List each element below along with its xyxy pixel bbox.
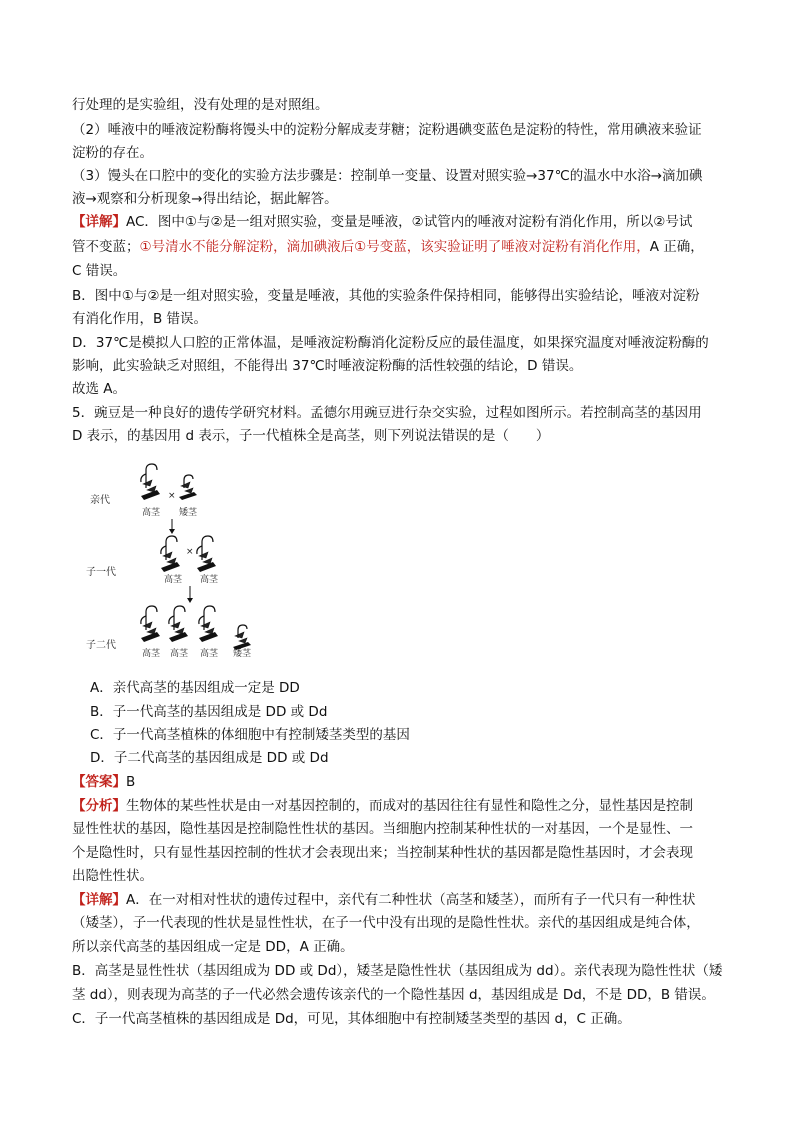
detail-text: AC．图中①与②是一组对照实验，变量是唾液，②试管内的唾液对淀粉有消化作用，所以②号试	[126, 214, 693, 230]
question-line: 5．豌豆是一种良好的遗传学研究材料。孟德尔用豌豆进行杂交实验，过程如图所示。若控制高茎的基因用	[72, 405, 702, 421]
plant-tall-f1-icon	[161, 536, 180, 572]
label-tall: 高茎	[164, 575, 183, 585]
text-line	[72, 213, 692, 231]
text-line: （3）馒头在口腔中的变化的实验方法步骤是：控制单一变量、设置对照实验→37℃的温水中水浴→滴加碘	[72, 168, 703, 184]
text-line: 影响，此实验缺乏对照组，不能得出 37℃时唾液淀粉酶的活性较强的结论，D 错误。	[72, 358, 583, 374]
plant-tall-parent-icon	[141, 464, 160, 500]
plant-short-parent-icon	[179, 475, 197, 500]
text-span: 管不变蓝；	[72, 239, 140, 255]
text-line: 故选 A。	[72, 381, 127, 397]
highlight-text: ①号清水不能分解淀粉，滴加碘液后①号变蓝，该实验证明了唾液对淀粉有消化作用，	[139, 239, 650, 255]
label-tall: 高茎	[142, 508, 161, 518]
text-line: 淀粉的存在。	[72, 145, 153, 161]
answer-value: B	[126, 774, 136, 790]
plant-tall-f2-icon	[199, 606, 218, 642]
cross-sign: ×	[186, 547, 194, 557]
analysis-text: 生物体的某些性状是由一对基因控制的，而成对的基因往往有显性和隐性之分，显性基因是控制	[126, 798, 693, 814]
analysis-tag: 【分析】	[72, 798, 126, 814]
text-line: 液→观察和分析现象→得出结论，据此解答。	[72, 191, 338, 207]
label-short: 矮茎	[179, 508, 198, 518]
option-b: B．子一代高茎的基因组成是 DD 或 Dd	[90, 704, 328, 720]
plant-tall-f2-icon	[141, 606, 160, 642]
question-line: D 表示，的基因用 d 表示，子一代植株全是高茎，则下列说法错误的是（ ）	[72, 428, 550, 444]
text-line: C 错误。	[72, 263, 127, 279]
label-tall: 高茎	[200, 575, 219, 585]
detail-tag: 【详解】	[72, 214, 126, 230]
plant-short-f2-icon	[233, 625, 251, 650]
arrow-down-icon	[187, 598, 193, 603]
detail-line: 茎 dd），则表现为高茎的子一代必然会遗传该亲代的一个隐性基因 d，基因组成是 Dd，不是 DD，B 错误。	[72, 987, 715, 1003]
text-span: A 正确，	[649, 239, 704, 255]
gen-label-f1: 子一代	[86, 567, 116, 578]
plant-tall-f1-icon	[197, 536, 216, 572]
plant-tall-f2-icon	[169, 606, 188, 642]
answer-line	[72, 773, 135, 791]
analysis-line	[72, 797, 693, 815]
text-line: （2）唾液中的唾液淀粉酶将馒头中的淀粉分解成麦芽糖；淀粉遇碘变蓝色是淀粉的特性，常用碘液来验证	[72, 122, 702, 138]
text-line: 有消化作用，B 错误。	[72, 311, 208, 327]
cross-sign: ×	[168, 491, 176, 501]
pea-cross-diagram	[78, 458, 278, 668]
label-tall: 高茎	[200, 649, 219, 659]
text-line: 行处理的是实验组，没有处理的是对照组。	[72, 97, 329, 113]
arrow-down-icon	[169, 529, 175, 534]
answer-tag: 【答案】	[72, 774, 126, 790]
label-tall: 高茎	[170, 649, 189, 659]
text-line	[72, 238, 704, 256]
detail-line: C．子一代高茎植株的基因组成是 Dd，可见，其体细胞中有控制矮茎类型的基因 d，C 正确。	[72, 1011, 631, 1027]
gen-label-f2: 子二代	[86, 640, 116, 651]
analysis-line: 出隐性性状。	[72, 868, 153, 884]
label-short: 矮茎	[233, 649, 252, 659]
detail-text: A．在一对相对性状的遗传过程中，亲代有二种性状（高茎和矮茎），而所有子一代只有一种性状	[126, 892, 696, 908]
option-d: D．子二代高茎的基因组成是 DD 或 Dd	[90, 750, 329, 766]
gen-label-parent: 亲代	[90, 495, 110, 506]
detail-line: B．高茎是显性性状（基因组成为 DD 或 Dd），矮茎是隐性性状（基因组成为 dd）。亲代表现为隐性性状（矮	[72, 963, 723, 979]
detail-line: 所以亲代高茎的基因组成一定是 DD，A 正确。	[72, 939, 354, 955]
analysis-line: 显性性状的基因，隐性基因是控制隐性性状的基因。当细胞内控制某种性状的一对基因，一个是显性、一	[72, 821, 693, 837]
option-c: C．子一代高茎植株的体细胞中有控制矮茎类型的基因	[90, 727, 410, 743]
detail-line	[72, 891, 695, 909]
analysis-line: 个是隐性时，只有显性基因控制的性状才会表现出来；当控制某种性状的基因都是隐性基因时，才会表现	[72, 845, 693, 861]
detail-line: （矮茎），子一代表现的性状是显性性状，在子一代中没有出现的是隐性性状。亲代的基因组成是纯合体，	[72, 915, 700, 931]
option-a: A．亲代高茎的基因组成一定是 DD	[90, 680, 300, 696]
text-line: B．图中①与②是一组对照实验，变量是唾液，其他的实验条件保持相同，能够得出实验结论，唾液对淀粉	[72, 288, 700, 304]
text-line: D．37℃是模拟人口腔的正常体温，是唾液淀粉酶消化淀粉反应的最佳温度，如果探究温度对唾液淀粉酶的	[72, 335, 709, 351]
detail-tag: 【详解】	[72, 892, 126, 908]
label-tall: 高茎	[142, 649, 161, 659]
